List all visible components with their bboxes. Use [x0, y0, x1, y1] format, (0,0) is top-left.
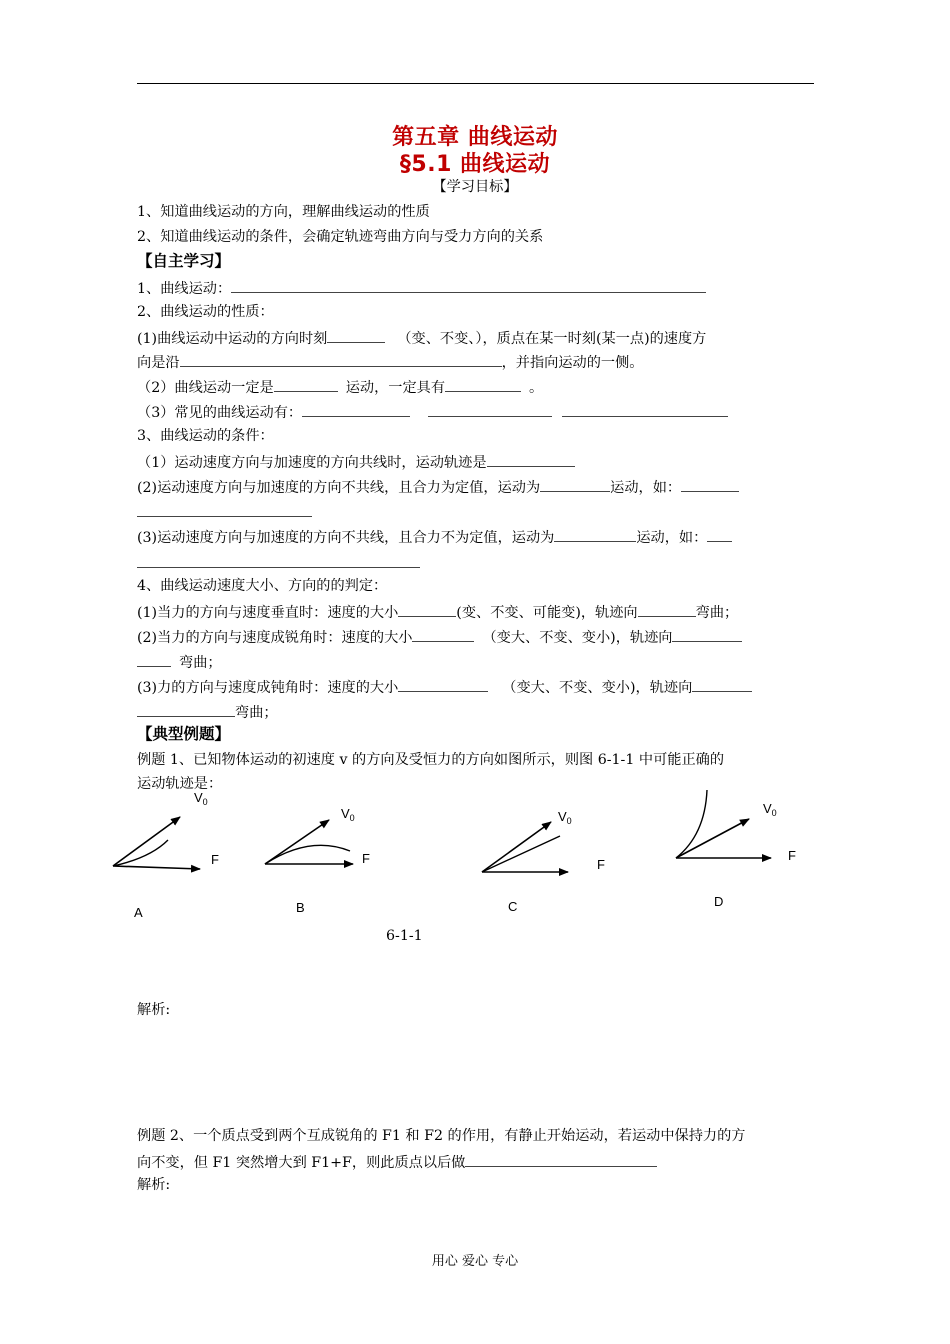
answer-blank[interactable]: [412, 626, 474, 642]
answer-blank-line[interactable]: [137, 516, 312, 517]
answer-blank[interactable]: [672, 626, 742, 642]
q2-1-text-d: ，并指向运动的一侧。: [501, 355, 644, 371]
answer-blank[interactable]: [540, 476, 610, 492]
question-4-3-cont: [137, 701, 278, 723]
question-4-1: [137, 601, 738, 623]
answer-blank[interactable]: [231, 277, 706, 293]
analysis-2: 解析:: [137, 1177, 171, 1193]
answer-blank[interactable]: [274, 376, 338, 392]
velocity-arrow: [676, 819, 749, 858]
q3-3-text-b: 运动，如：: [636, 530, 708, 546]
answer-blank[interactable]: [562, 401, 728, 417]
answer-blank[interactable]: [327, 327, 385, 343]
answer-blank[interactable]: [638, 601, 696, 617]
question-4-3: [137, 676, 752, 698]
answer-blank[interactable]: [180, 351, 502, 367]
answer-blank[interactable]: [398, 601, 456, 617]
answer-blank[interactable]: [465, 1151, 657, 1167]
q4-3-text-b: （变大、不变、变小)，轨迹向: [502, 680, 693, 696]
q2-2-text-b: 运动，一定具有: [345, 380, 446, 396]
example-2-line-2: [137, 1151, 657, 1173]
question-1: [137, 277, 706, 299]
example-1-line-1: 例题 1、已知物体运动的初速度 v 的方向及受恒力的方向如图所示，则图 6-1-1 中可能正确的: [137, 752, 725, 768]
answer-blank[interactable]: [554, 526, 636, 542]
q2-1-text-b: （变、不变、），质点在某一时刻(某一点)的速度方: [397, 331, 707, 347]
force-label: F: [597, 857, 605, 872]
velocity-label: $V_0$: [194, 790, 208, 807]
velocity-arrow: [482, 822, 551, 872]
q2-2-text: （2）曲线运动一定是: [137, 380, 274, 396]
force-label: F: [788, 848, 796, 863]
question-4: 4、曲线运动速度大小、方向的的判定：: [137, 578, 388, 594]
force-label: F: [362, 851, 370, 866]
self-study-heading: 【自主学习】: [137, 252, 231, 270]
trajectory-line: [482, 836, 560, 872]
page-footer: 用心 爱心 专心: [431, 1254, 519, 1269]
example-2-text: 向不变，但 F1 突然增大到 F1+F，则此质点以后做: [137, 1155, 466, 1171]
answer-blank[interactable]: [137, 701, 235, 717]
question-4-2-cont: [137, 651, 222, 673]
velocity-label: $V_0$: [558, 809, 572, 826]
q4-3-text: (3)力的方向与速度成钝角时：速度的大小: [137, 680, 399, 696]
velocity-arrow: [113, 817, 180, 866]
answer-blank[interactable]: [428, 401, 552, 417]
velocity-arrow: [265, 820, 329, 864]
answer-blank[interactable]: [707, 526, 732, 542]
q4-2-text: (2)当力的方向与速度成锐角时：速度的大小: [137, 630, 413, 646]
answer-blank[interactable]: [302, 401, 410, 417]
answer-blank[interactable]: [137, 651, 171, 667]
figure-6-1-1: [0, 780, 950, 950]
panel-label-a: A: [134, 905, 143, 920]
q4-1-text: (1)当力的方向与速度垂直时：速度的大小: [137, 605, 399, 621]
q4-1-text-c: 弯曲；: [695, 605, 739, 621]
question-2-3: [137, 401, 728, 423]
question-2-2: [137, 376, 543, 398]
panel-label-d: D: [714, 894, 724, 909]
q4-2-text-c: 弯曲；: [179, 655, 222, 671]
examples-heading: 【典型例题】: [137, 725, 231, 743]
answer-blank-line[interactable]: [137, 567, 420, 568]
answer-blank[interactable]: [487, 451, 575, 467]
question-3: 3、曲线运动的条件：: [137, 428, 274, 444]
q2-1-text-c: 向是沿: [137, 355, 180, 371]
section-title: §5.1 曲线运动: [399, 152, 551, 177]
answer-blank[interactable]: [681, 476, 739, 492]
question-2-1: [137, 327, 706, 349]
velocity-label: $V_0$: [341, 806, 355, 823]
force-arrow: [113, 866, 200, 869]
panel-c[interactable]: [482, 809, 605, 914]
panel-d[interactable]: [676, 790, 796, 909]
chapter-title: 第五章 曲线运动: [392, 125, 558, 150]
q2-1-text: (1)曲线运动中运动的方向时刻: [137, 331, 328, 347]
question-2-1-cont: [137, 351, 643, 373]
question-4-2: [137, 626, 742, 648]
q4-1-text-b: (变、不变、可能变)，轨迹向: [456, 605, 638, 621]
answer-blank[interactable]: [692, 676, 752, 692]
figure-caption: 6-1-1: [386, 928, 423, 944]
q4-2-text-b: （变大、不变、变小)，轨迹向: [482, 630, 673, 646]
q3-2-text-b: 运动，如：: [610, 480, 682, 496]
panel-b[interactable]: [265, 806, 370, 915]
analysis-1: 解析:: [137, 1002, 171, 1018]
panel-label-b: B: [296, 900, 305, 915]
answer-blank[interactable]: [445, 376, 521, 392]
objective-item: 1、知道曲线运动的方向，理解曲线运动的性质: [137, 204, 430, 220]
example-1-line-2: 运动轨迹是：: [137, 776, 223, 792]
q3-1-text: （1）运动速度方向与加速度的方向共线时，运动轨迹是: [137, 455, 487, 471]
velocity-label: $V_0$: [763, 801, 777, 818]
question-3-1: [137, 451, 575, 473]
q2-2-text-c: 。: [529, 380, 544, 396]
panel-label-c: C: [508, 899, 518, 914]
trajectory-curve: [676, 790, 707, 858]
q4-3-text-c: 弯曲；: [235, 705, 278, 721]
question-2: 2、曲线运动的性质：: [137, 304, 274, 320]
question-3-3: [137, 526, 732, 548]
objectives-heading: 【学习目标】: [432, 179, 518, 195]
q3-3-text: (3)运动速度方向与加速度的方向不共线，且合力不为定值，运动为: [137, 530, 555, 546]
q3-2-text: (2)运动速度方向与加速度的方向不共线，且合力为定值，运动为: [137, 480, 541, 496]
header-rule: [137, 83, 814, 84]
trajectory-curve: [113, 840, 168, 866]
question-1-text: 1、曲线运动：: [137, 281, 232, 297]
answer-blank[interactable]: [398, 676, 488, 692]
example-2-line-1: 例题 2、一个质点受到两个互成锐角的 F1 和 F2 的作用，有静止开始运动，若运动中保持力的方: [137, 1128, 746, 1144]
q2-3-text: （3）常见的曲线运动有：: [137, 405, 303, 421]
panel-a[interactable]: [113, 790, 219, 920]
question-3-2: [137, 476, 739, 498]
force-label: F: [211, 852, 219, 867]
objective-item: 2、知道曲线运动的条件，会确定轨迹弯曲方向与受力方向的关系: [137, 229, 544, 245]
